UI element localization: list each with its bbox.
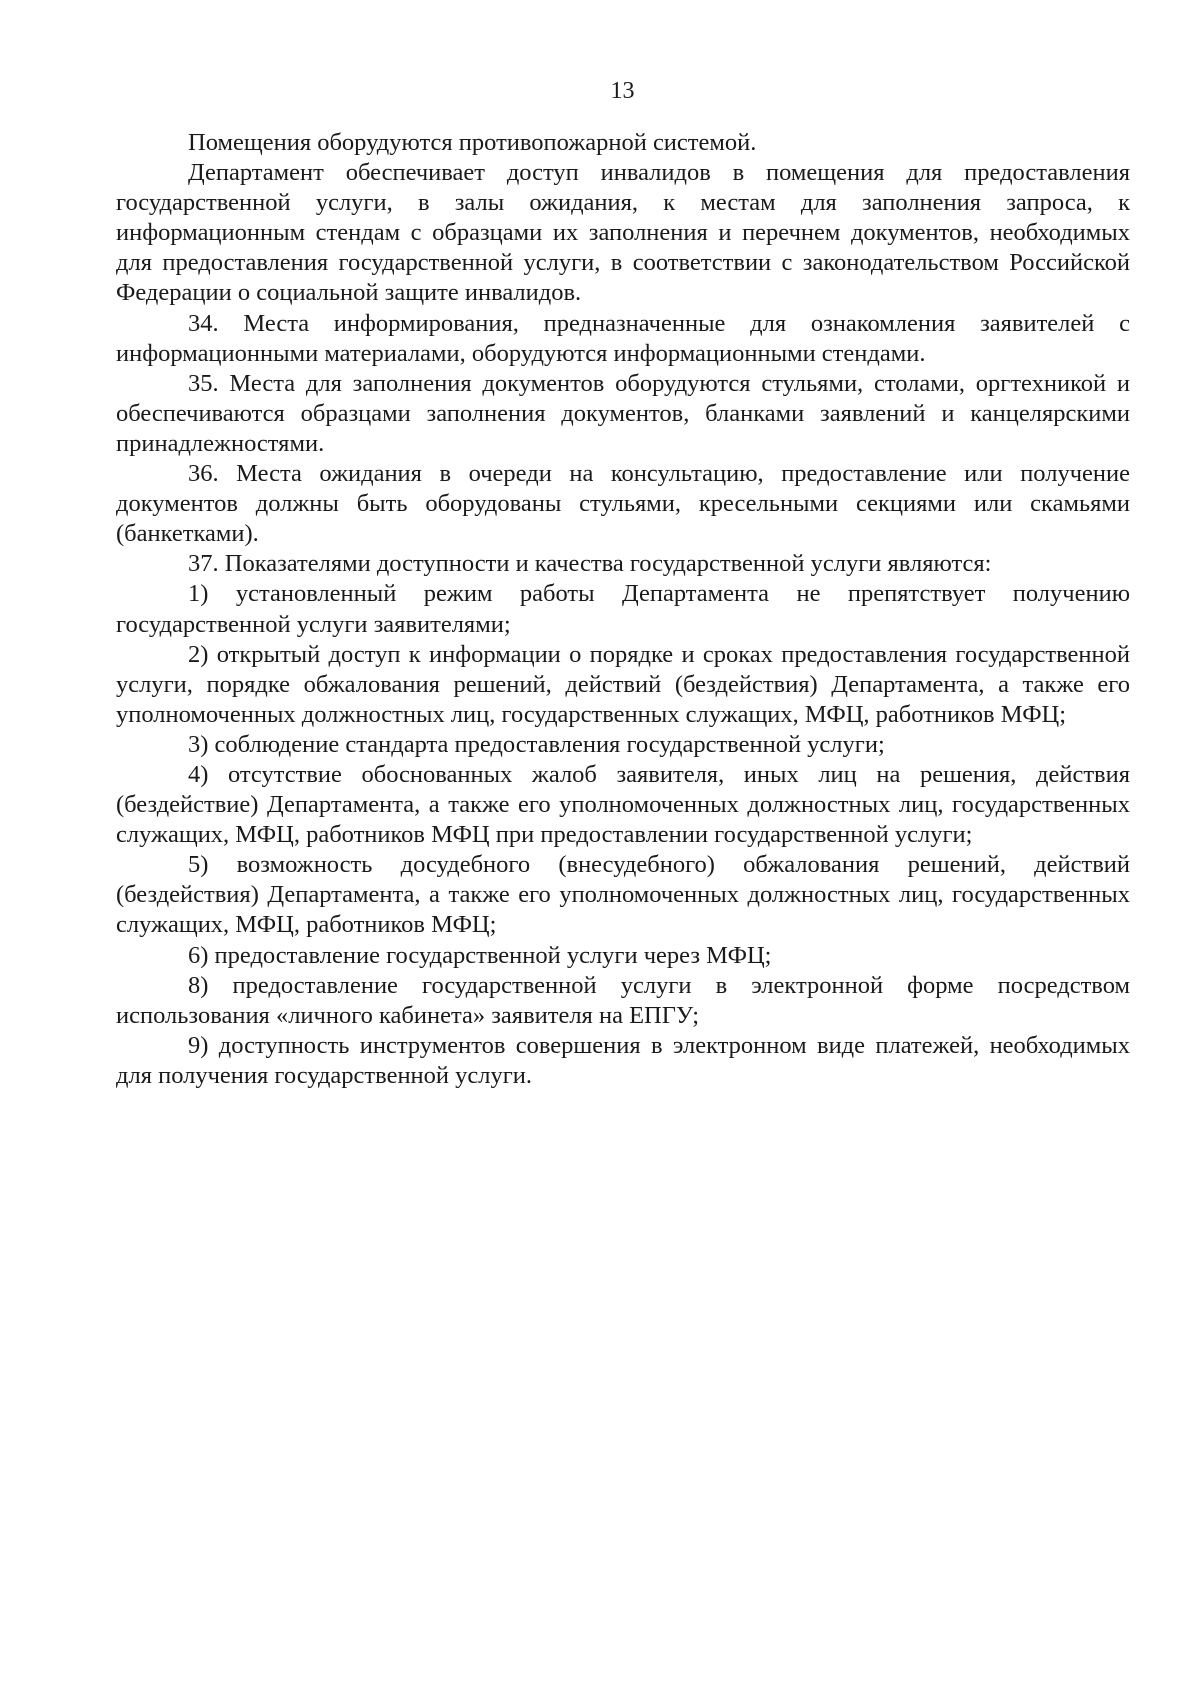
- list-item-2: 2) открытый доступ к информации о порядке и сроках предоставления государственной услуги, порядке обжалования решений, действий (бездействия) Департамента, а также его уполномоченных должностных лиц, государственных служащих, МФЦ, работников МФЦ;: [116, 640, 1130, 728]
- list-item-9: 9) доступность инструментов совершения в электронном виде платежей, необходимых для получения государственной услуги.: [116, 1031, 1130, 1089]
- list-item-8: 8) предоставление государственной услуги в электронной форме посредством использования «личного кабинета» заявителя на ЕПГУ;: [116, 971, 1130, 1029]
- list-item-4: 4) отсутствие обоснованных жалоб заявителя, иных лиц на решения, действия (бездействие) Департамента, а также его уполномоченных должностных лиц, государственных служащих, МФЦ, работников МФЦ при предоставлении государственной услуги;: [116, 760, 1130, 849]
- list-item-1: 1) установленный режим работы Департамента не препятствует получению государственной услуги заявителями;: [116, 580, 1130, 638]
- paragraph-item-37: 37. Показателями доступности и качества государственной услуги являются:: [188, 550, 992, 578]
- paragraph-item-34: 34. Места информирования, предназначенные для ознакомления заявителей с информационными материалами, оборудуются информационными стендами.: [116, 309, 1130, 367]
- paragraph-item-35: 35. Места для заполнения документов оборудуются стульями, столами, оргтехникой и обеспечиваются образцами заполнения документов, бланками заявлений и канцелярскими принадлежностями.: [116, 369, 1130, 457]
- list-item-6: 6) предоставление государственной услуги через МФЦ;: [188, 941, 772, 969]
- paragraph-fire-system: Помещения оборудуются противопожарной системой.: [188, 129, 757, 156]
- paragraph-disabled-access: Департамент обеспечивает доступ инвалидов в помещения для предоставления государственной услуги, в залы ожидания, к местам для заполнения запроса, к информационным стендам с образцами их заполнения и перечнем документов, необходимых для предоставления государственной услуги, в соответствии с законодательством Российской Федерации о социальной защите инвалидов.: [116, 159, 1130, 307]
- paragraph-item-36: 36. Места ожидания в очереди на консультацию, предоставление или получение документов должны быть оборудованы стульями, кресельными секциями или скамьями (банкетками).: [116, 460, 1130, 548]
- page-number: 13: [610, 78, 635, 104]
- list-item-5: 5) возможность досудебного (внесудебного) обжалования решений, действий (бездействия) Департамента, а также его уполномоченных должностных лиц, государственных служащих, МФЦ, работников МФЦ;: [116, 851, 1130, 939]
- document-body: [116, 128, 1130, 1091]
- list-item-3: 3) соблюдение стандарта предоставления государственной услуги;: [188, 730, 885, 758]
